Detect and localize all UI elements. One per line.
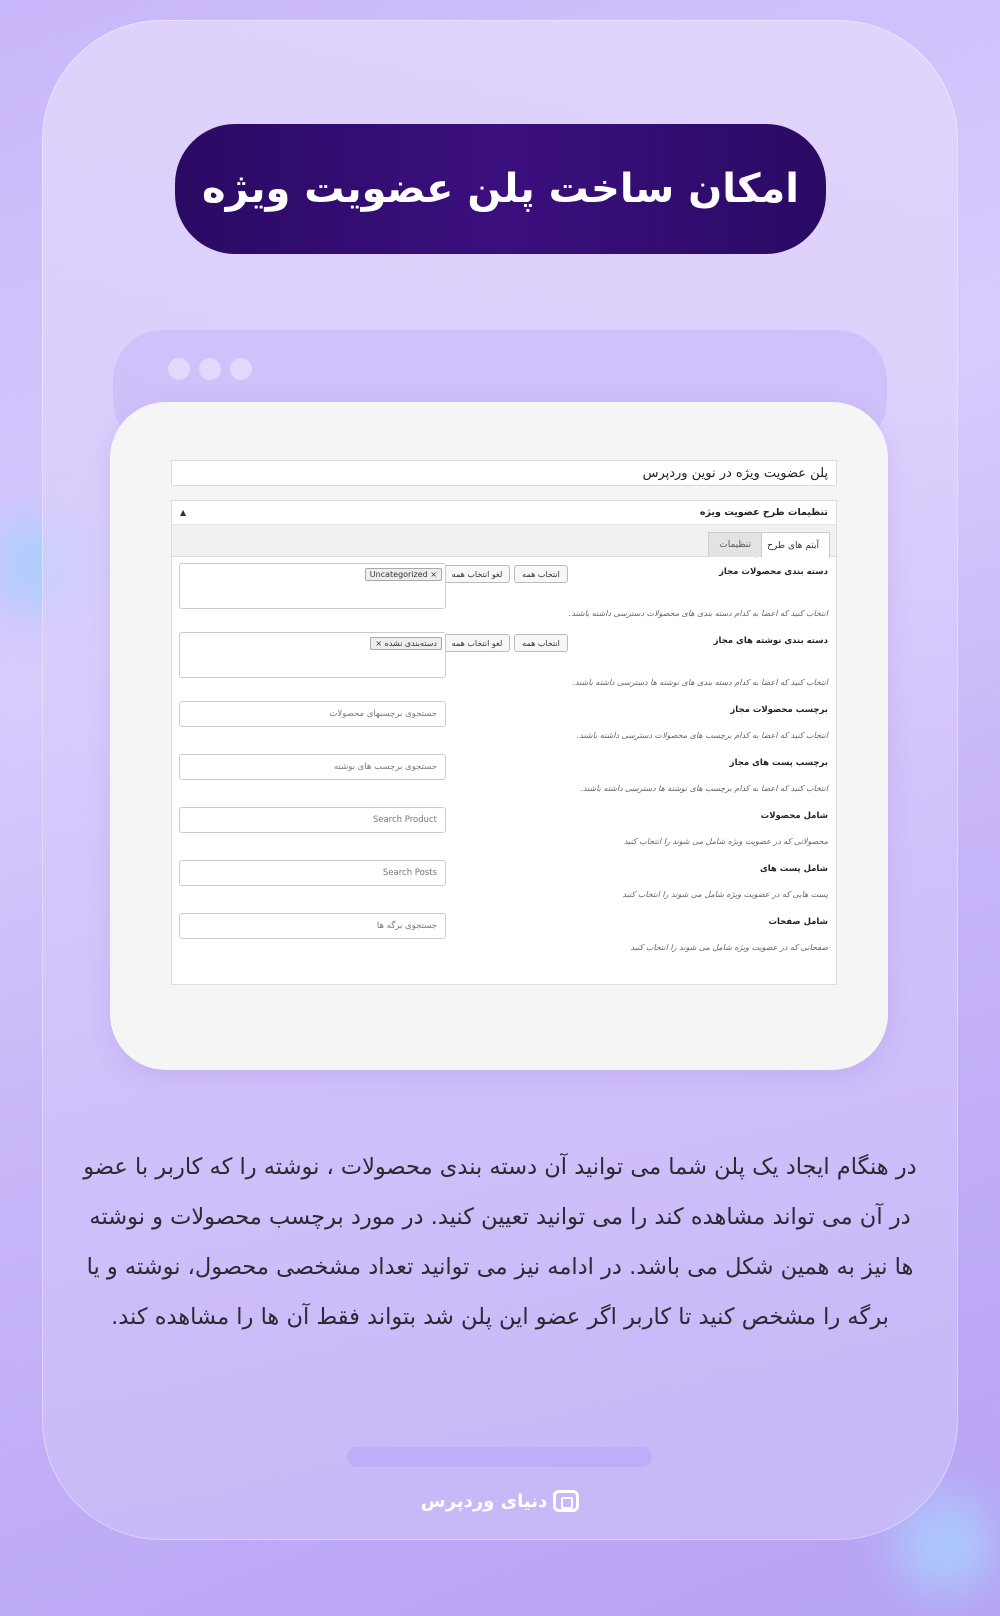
brand-name: دنیای وردپرس (420, 1490, 548, 1512)
product-tags-label: برچسب محصولات مجاز (730, 705, 828, 715)
brand-logo-icon (553, 1490, 579, 1512)
product-categories-deselect-all-button[interactable]: لغو انتخاب همه (444, 565, 510, 583)
include-posts-description: پست هایی که در عضویت ویژه شامل می شوند را انتخاب کنید (622, 890, 828, 899)
tabs-bar (172, 525, 836, 557)
include-posts-label: شامل پست های (759, 864, 828, 874)
product-categories-select-all-button[interactable]: انتخاب همه (514, 565, 568, 583)
window-dot-1 (168, 358, 190, 380)
product-category-tag[interactable]: Uncategorized × (365, 568, 442, 581)
feature-description: در هنگام ایجاد یک پلن شما می توانید آن دسته بندی محصولات ، نوشته را که کاربر با عضو در آن می تواند مشاهده کند را می توانید تعیین کنید. در مورد برچسب محصولات و نوشته ها نیز به همین شکل می باشد. در ادامه نیز می توانید تعداد مشخصی محصول، نوشته و یا برگه را مشخص کنید تا کاربر اگر عضو این پلن شد بتواند فقط آن ها را مشاهده کند. (83, 1154, 917, 1330)
post-categories-deselect-all-button[interactable]: لغو انتخاب همه (444, 634, 510, 652)
window-dot-3 (230, 358, 252, 380)
include-products-label: شامل محصولات (760, 811, 828, 821)
product-tags-search-input[interactable]: جستجوی برچسبهای محصولات (179, 701, 446, 727)
include-products-description: محصولاتی که در عضویت ویژه شامل می شوند را انتخاب کنید (623, 837, 828, 846)
post-title-input[interactable] (171, 460, 837, 486)
window-dot-2 (199, 358, 221, 380)
membership-settings-panel (171, 500, 837, 985)
product-categories-label: دسته بندی محصولات مجاز (718, 567, 828, 577)
post-tags-label: برچسب پست های مجاز (729, 758, 828, 768)
tab-plan-items[interactable] (756, 532, 830, 558)
product-tags-description: انتخاب کنید که اعضا به کدام برچسب های محصولات دسترسی داشته باشند. (576, 731, 828, 740)
title-banner (175, 124, 826, 254)
post-category-tag[interactable]: × دسته‌بندی نشده (370, 637, 442, 650)
panel-title: تنظیمات طرح عضویت ویژه (699, 507, 828, 518)
search-product-input[interactable]: Search Product (179, 807, 446, 833)
home-indicator (347, 1447, 652, 1467)
product-categories-select[interactable] (179, 563, 446, 609)
brand (0, 1490, 1000, 1512)
include-pages-label: شامل صفحات (768, 917, 828, 927)
wp-editor (171, 460, 837, 985)
post-title-text: پلن عضویت ویژه در نوین وردپرس (642, 465, 828, 481)
panel-header[interactable] (172, 501, 836, 525)
post-tags-search-input[interactable]: جستجوی برچسب های نوشته (179, 754, 446, 780)
post-tags-description: انتخاب کنید که اعضا به کدام برچسب های نوشته ها دسترسی داشته باشند. (580, 784, 828, 793)
page-title: امکان ساخت پلن عضویت ویژه (201, 166, 800, 212)
post-categories-select[interactable] (179, 632, 446, 678)
tab-settings-label: تنظیمات (719, 540, 751, 550)
post-categories-select-all-button[interactable]: انتخاب همه (514, 634, 568, 652)
post-categories-label: دسته بندی نوشته های مجاز (713, 636, 828, 646)
search-pages-input[interactable]: جستجوی برگه ها (179, 913, 446, 939)
search-posts-input[interactable]: Search Posts (179, 860, 446, 886)
product-categories-description: انتخاب کنید که اعضا به کدام دسته بندی های محصولات دسترسی داشته باشند. (568, 609, 828, 618)
post-categories-description: انتخاب کنید که اعضا به کدام دسته بندی های نوشته ها دسترسی داشته باشند. (572, 678, 828, 687)
tab-settings[interactable] (708, 532, 762, 557)
include-pages-description: صفحاتی که در عضویت ویژه شامل می شوند را انتخاب کنید (630, 943, 828, 952)
tab-plan-items-label: آیتم های طرح (767, 540, 819, 551)
collapse-arrow-icon[interactable]: ▲ (180, 508, 187, 517)
